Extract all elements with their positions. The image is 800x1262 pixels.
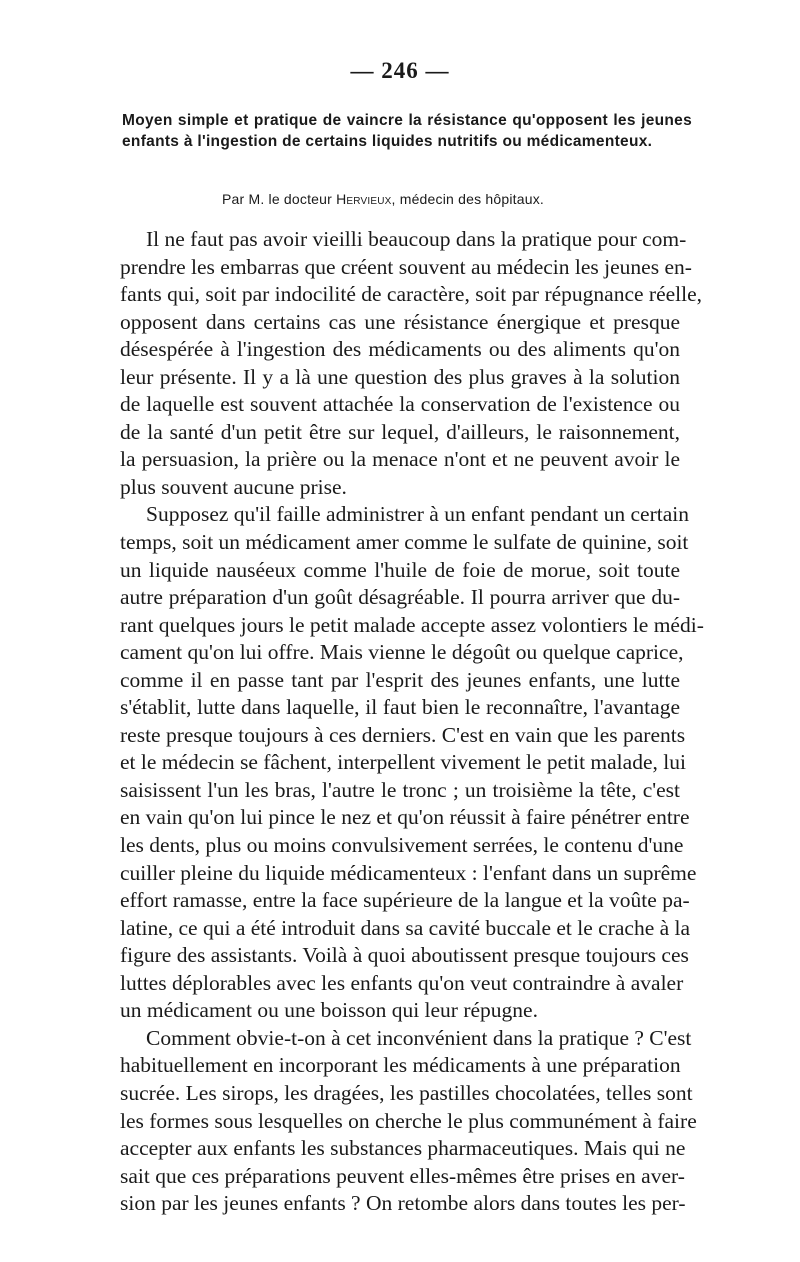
byline-author: Hervieux bbox=[336, 191, 392, 207]
text-line: comme il en passe tant par l'esprit des jeunes enfants, une lutte bbox=[120, 667, 680, 692]
text-line: un médicament ou une boisson qui leur répugne. bbox=[120, 998, 538, 1023]
paragraph-2 bbox=[120, 501, 704, 1024]
text-line: les dents, plus ou moins convulsivement serrées, le contenu d'une bbox=[120, 833, 684, 858]
text-line: rant quelques jours le petit malade accepte assez volontiers le médi- bbox=[120, 612, 704, 637]
text-line: luttes déplorables avec les enfants qu'on veut contraindre à avaler bbox=[120, 970, 684, 995]
text-line: effort ramasse, entre la face supérieure de la langue et la voûte pa- bbox=[120, 888, 690, 913]
text-line: les formes sous lesquelles on cherche le plus communément à faire bbox=[120, 1108, 697, 1133]
text-line: s'établit, lutte dans laquelle, il faut bien le reconnaître, l'avantage bbox=[120, 695, 680, 720]
text-line: leur présente. Il y a là une question des plus graves à la solution bbox=[120, 364, 680, 389]
text-line: la persuasion, la prière ou la menace n'ont et ne peuvent avoir le bbox=[120, 447, 680, 472]
text-line: un liquide nauséeux comme l'huile de foie de morue, soit toute bbox=[120, 557, 680, 582]
text-line: cuiller pleine du liquide médicamenteux : l'enfant dans un suprême bbox=[120, 860, 697, 885]
text-line: sucrée. Les sirops, les dragées, les pastilles chocolatées, telles sont bbox=[120, 1080, 693, 1105]
text-line: et le médecin se fâchent, interpellent vivement le petit malade, lui bbox=[120, 750, 686, 775]
paragraph-1 bbox=[120, 226, 703, 501]
article-title: Moyen simple et pratique de vaincre la résistance qu'opposent les jeunes enfants à l'ingestion de certains liquides nutritifs ou médicamenteux. bbox=[122, 112, 692, 150]
text-line: Il ne faut pas avoir vieilli beaucoup dans la pratique pour com- bbox=[146, 227, 687, 251]
text-line: sion par les jeunes enfants ? On retombe alors dans toutes les per- bbox=[120, 1191, 686, 1216]
text-line: plus souvent aucune prise. bbox=[120, 474, 347, 499]
text-line: saisissent l'un les bras, l'autre le tronc ; un troisième la tête, c'est bbox=[120, 777, 680, 802]
byline bbox=[222, 191, 544, 207]
text-line: autre préparation d'un goût désagréable. Il pourra arriver que du- bbox=[120, 585, 680, 610]
page-number: — 246 — bbox=[350, 58, 450, 83]
text-line: en vain qu'on lui pince le nez et qu'on réussit à faire pénétrer entre bbox=[120, 805, 690, 830]
text-line: habituellement en incorporant les médicaments à une préparation bbox=[120, 1053, 681, 1078]
byline-suffix: , médecin des hôpitaux. bbox=[391, 191, 544, 207]
text-line: Supposez qu'il faille administrer à un enfant pendant un certain bbox=[146, 502, 689, 527]
byline-prefix: Par M. le docteur bbox=[222, 191, 332, 207]
text-line: sait que ces préparations peuvent elles-mêmes être prises en aver- bbox=[120, 1163, 685, 1188]
text-line: prendre les embarras que créent souvent au médecin les jeunes en- bbox=[120, 254, 692, 279]
text-line: reste presque toujours à ces derniers. C'est en vain que les parents bbox=[120, 722, 686, 747]
body-text bbox=[120, 226, 704, 1218]
text-line: de la santé d'un petit être sur lequel, d'ailleurs, le raisonnement, bbox=[120, 419, 680, 444]
text-line: fants qui, soit par indocilité de caractère, soit par répugnance réelle, bbox=[120, 282, 703, 307]
text-line: Comment obvie-t-on à cet inconvénient dans la pratique ? C'est bbox=[146, 1025, 692, 1050]
text-line: désespérée à l'ingestion des médicaments ou des aliments qu'on bbox=[120, 337, 680, 362]
text-line: opposent dans certains cas une résistance énergique et presque bbox=[120, 309, 680, 334]
text-line: accepter aux enfants les substances pharmaceutiques. Mais qui ne bbox=[120, 1136, 686, 1161]
text-line: cament qu'on lui offre. Mais vienne le dégoût ou quelque caprice, bbox=[120, 640, 684, 665]
paragraph-3 bbox=[120, 1025, 697, 1218]
text-line: latine, ce qui a été introduit dans sa cavité buccale et le crache à la bbox=[120, 915, 691, 940]
text-line: de laquelle est souvent attachée la conservation de l'existence ou bbox=[120, 392, 680, 417]
text-line: figure des assistants. Voilà à quoi aboutissent presque toujours ces bbox=[120, 943, 689, 968]
text-line: temps, soit un médicament amer comme le sulfate de quinine, soit bbox=[120, 530, 689, 555]
